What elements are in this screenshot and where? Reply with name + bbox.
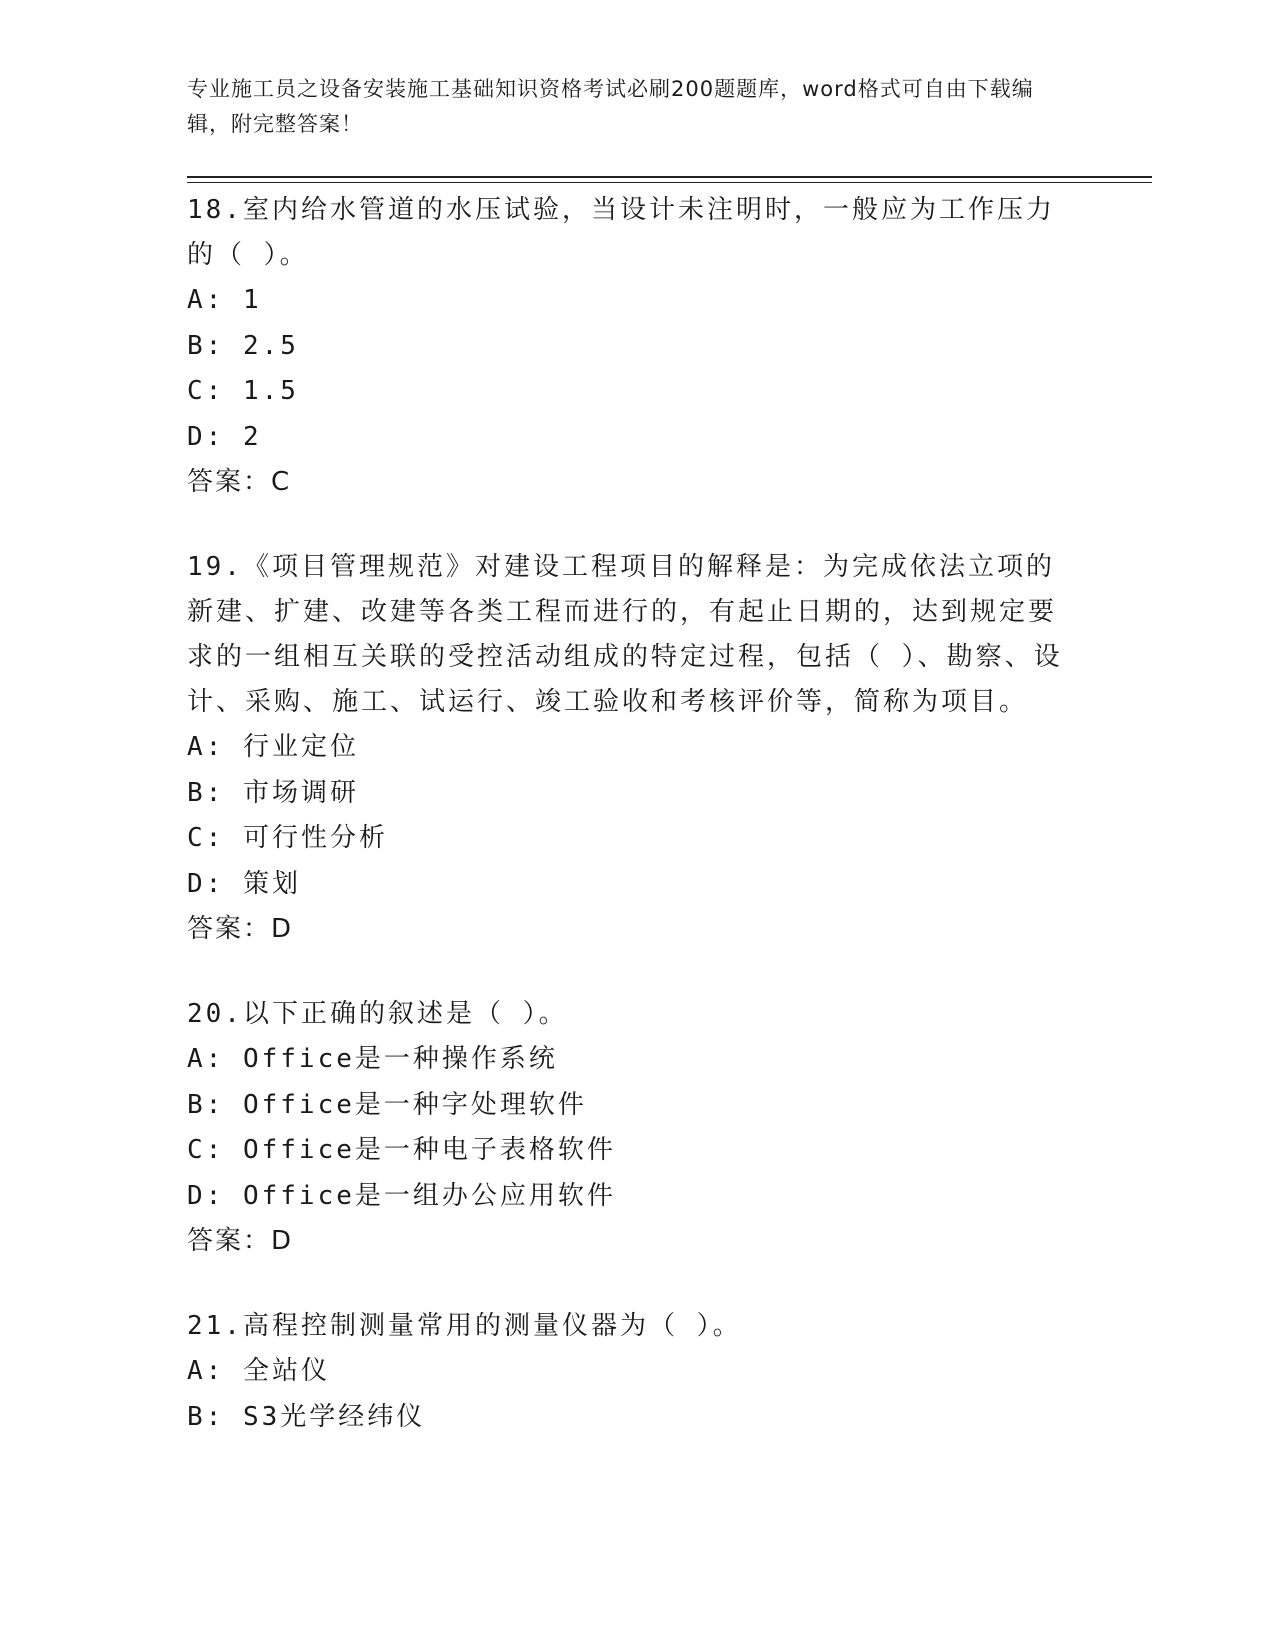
header-rule-thin — [187, 182, 1152, 183]
option-a: A: 行业定位 — [187, 732, 359, 762]
option-b: B: S3光学经纬仪 — [187, 1401, 426, 1432]
question-20 — [187, 992, 1067, 1264]
option-b: B: 2.5 — [187, 330, 299, 361]
option-c: C: Office是一种电子表格软件 — [187, 1135, 616, 1165]
option-a: A: 1 — [187, 285, 262, 315]
header-rule-thick — [187, 176, 1152, 178]
answer: 答案：C — [187, 467, 292, 497]
question-stem: 18.室内给水管道的水压试验，当设计未注明时，一般应为工作压力的（ ）。 — [187, 195, 1055, 270]
option-d: D: 2 — [187, 421, 262, 452]
document-header: 专业施工员之设备安装施工基础知识资格考试必刷200题题库，word格式可自由下载编辑，附完整答案！ — [187, 77, 1034, 136]
option-d: D: 策划 — [187, 868, 301, 899]
option-a: A: Office是一种操作系统 — [187, 1044, 558, 1074]
option-b: B: Office是一种字处理软件 — [187, 1089, 587, 1120]
option-d: D: Office是一组办公应用软件 — [187, 1180, 616, 1211]
option-a: A: 全站仪 — [187, 1356, 330, 1386]
question-stem: 19.《项目管理规范》对建设工程项目的解释是：为完成依法立项的新建、扩建、改建等各类工程而进行的，有起止日期的，达到规定要求的一组相互关联的受控活动组成的特定过程，包括（ ）、勘察、设计、采购、施工、试运行、竣工验收和考核评价等，简称为项目。 — [187, 552, 1063, 717]
question-21 — [187, 1304, 1067, 1440]
question-stem: 20.以下正确的叙述是（ ）。 — [187, 999, 568, 1029]
answer: 答案：D — [187, 914, 294, 944]
question-list — [187, 188, 1067, 1480]
question-18 — [187, 188, 1067, 505]
question-stem: 21.高程控制测量常用的测量仪器为（ ）。 — [187, 1311, 742, 1341]
question-19 — [187, 545, 1067, 952]
option-c: C: 可行性分析 — [187, 823, 388, 853]
option-b: B: 市场调研 — [187, 777, 359, 808]
answer: 答案：D — [187, 1226, 294, 1256]
option-c: C: 1.5 — [187, 376, 299, 406]
